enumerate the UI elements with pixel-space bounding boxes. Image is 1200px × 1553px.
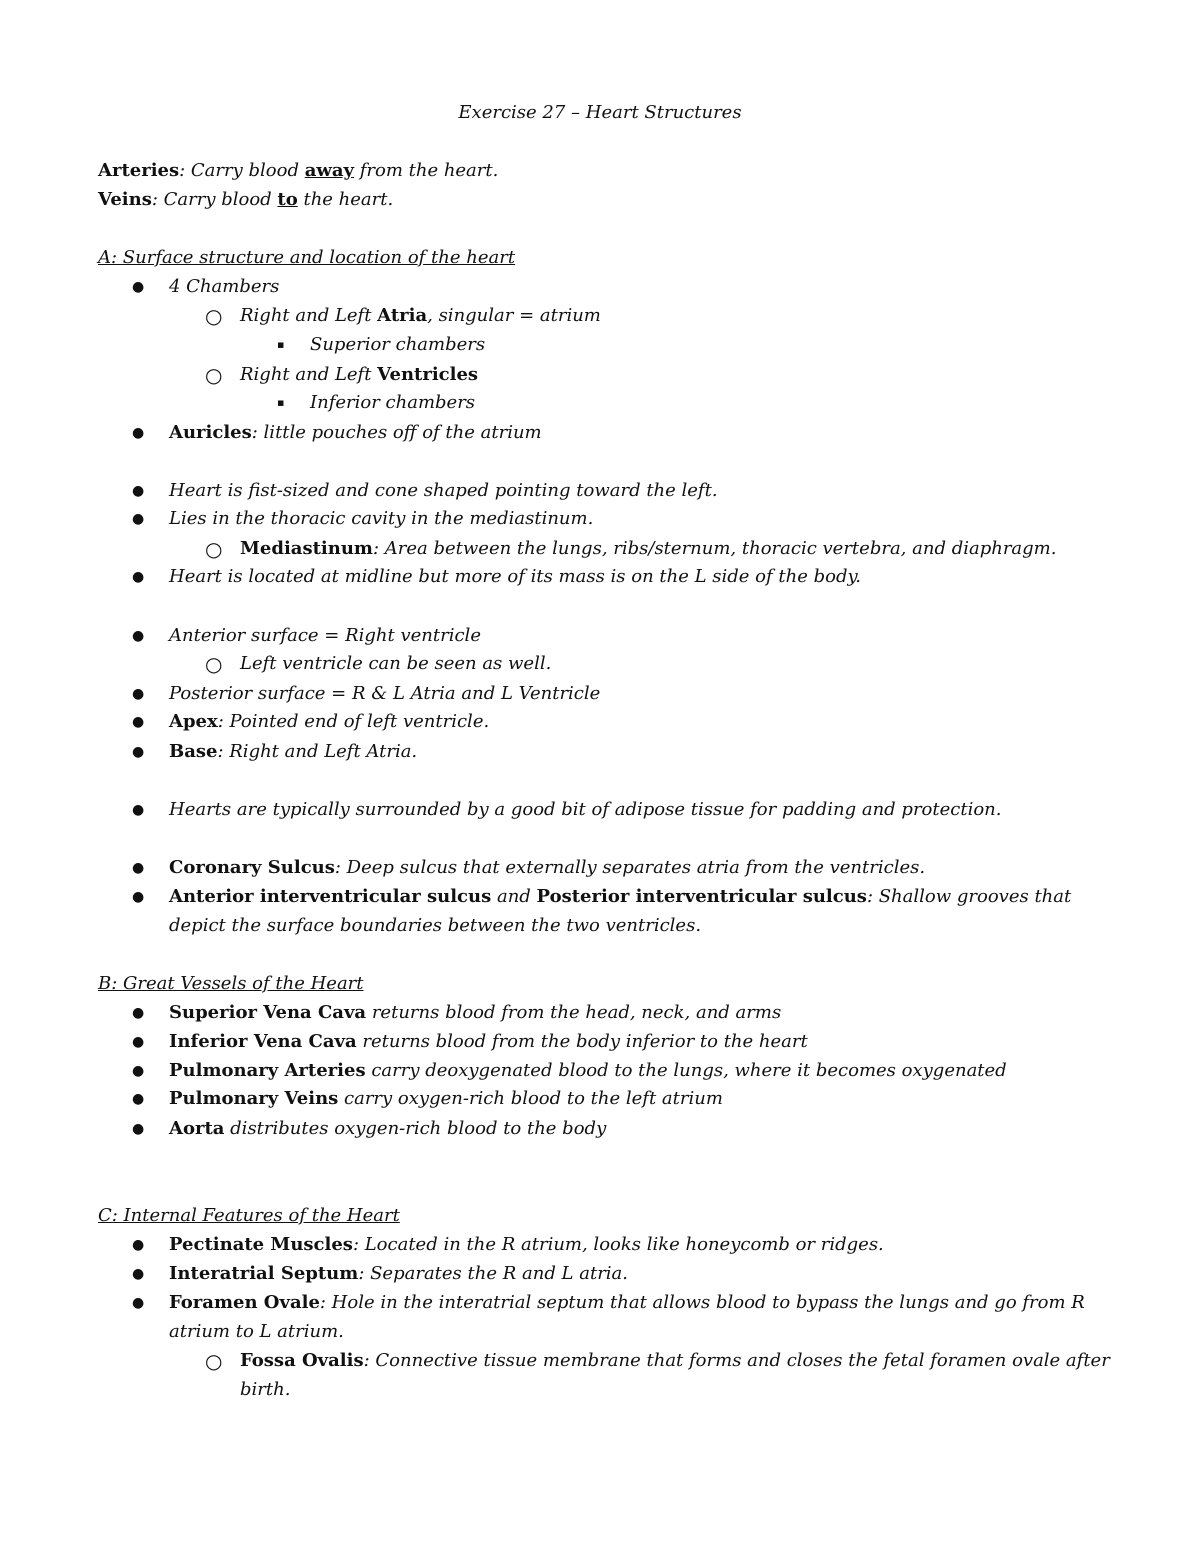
list-item	[240, 305, 601, 327]
emphasis: away	[304, 160, 354, 181]
bullet-marker: ●	[132, 425, 145, 441]
term: Aorta	[169, 1118, 225, 1139]
term: Ventricles	[377, 364, 479, 385]
definition-veins	[98, 189, 393, 211]
list-item: 4 Chambers	[169, 276, 280, 297]
item-text: , singular = atrium	[427, 305, 601, 326]
bullet-marker: ●	[132, 1266, 145, 1282]
list-item: Anterior surface = Right ventricle	[169, 625, 481, 646]
bullet-marker: ●	[132, 802, 145, 818]
list-item	[169, 1088, 723, 1110]
item-text: : Located in the R atrium, looks like honeycomb or ridges.	[352, 1234, 884, 1255]
term: Anterior interventricular sulcus	[169, 886, 492, 907]
term: Pectinate Muscles	[169, 1234, 353, 1255]
term: Inferior Vena Cava	[169, 1031, 357, 1052]
section-heading-c: C: Internal Features of the Heart	[98, 1205, 400, 1226]
list-item: Lies in the thoracic cavity in the mediastinum.	[169, 508, 594, 529]
square-marker: ▪	[277, 338, 285, 351]
square-marker: ▪	[277, 396, 285, 409]
term: Foramen Ovale	[169, 1292, 320, 1313]
definition-text: : Carry blood	[179, 160, 305, 181]
bullet-marker: ●	[132, 860, 145, 876]
list-item: Superior chambers	[310, 334, 486, 355]
circle-marker: ○	[205, 363, 223, 387]
list-item	[169, 886, 1071, 908]
list-item	[240, 364, 478, 386]
list-item	[169, 711, 489, 733]
list-item	[169, 1002, 781, 1024]
item-text: : little pouches off of the atrium	[251, 422, 542, 443]
bullet-marker: ●	[132, 1295, 145, 1311]
term: Fossa Ovalis	[240, 1350, 364, 1371]
item-text: : Area between the lungs, ribs/sternum, thoracic vertebra, and diaphragm.	[372, 538, 1057, 559]
bullet-marker: ●	[132, 744, 145, 760]
item-text: : Hole in the interatrial septum that allows blood to bypass the lungs and go from R	[319, 1292, 1085, 1313]
term: Auricles	[169, 422, 252, 443]
bullet-marker: ●	[132, 511, 145, 527]
item-text: Right and Left	[240, 364, 378, 385]
item-text: Right and Left	[240, 305, 378, 326]
item-text: and	[491, 886, 537, 907]
term: Veins	[98, 189, 152, 210]
bullet-marker: ●	[132, 279, 145, 295]
bullet-marker: ●	[132, 889, 145, 905]
bullet-marker: ●	[132, 1237, 145, 1253]
circle-marker: ○	[205, 1349, 223, 1373]
definition-text: the heart.	[297, 189, 394, 210]
list-item: Left ventricle can be seen as well.	[240, 653, 552, 674]
bullet-marker: ●	[132, 628, 145, 644]
list-item	[169, 1118, 606, 1140]
list-item	[169, 422, 542, 444]
term: Coronary Sulcus	[169, 857, 335, 878]
circle-marker: ○	[205, 304, 223, 328]
item-text: returns blood from the body inferior to the heart	[356, 1031, 808, 1052]
list-item: Posterior surface = R & L Atria and L Ventricle	[169, 683, 601, 704]
term: Arteries	[98, 160, 180, 181]
list-item: Hearts are typically surrounded by a good bit of adipose tissue for padding and protection.	[169, 799, 1002, 820]
item-text: : Pointed end of left ventricle.	[217, 711, 490, 732]
bullet-marker: ●	[132, 1063, 145, 1079]
list-item	[169, 857, 925, 879]
list-item	[169, 1263, 628, 1285]
item-text: distributes oxygen-rich blood to the body	[224, 1118, 607, 1139]
item-text: carry deoxygenated blood to the lungs, where it becomes oxygenated	[365, 1060, 1007, 1081]
list-item	[240, 538, 1056, 560]
list-item: Inferior chambers	[310, 392, 476, 413]
item-text: : Right and Left Atria.	[217, 741, 418, 762]
bullet-marker: ●	[132, 1034, 145, 1050]
term: Pulmonary Veins	[169, 1088, 339, 1109]
list-item	[169, 1031, 808, 1053]
emphasis: to	[277, 189, 298, 210]
item-text: : Separates the R and L atria.	[358, 1263, 629, 1284]
term: Base	[169, 741, 218, 762]
list-item	[169, 1234, 884, 1256]
term: Interatrial Septum	[169, 1263, 359, 1284]
bullet-marker: ●	[132, 1091, 145, 1107]
term: Pulmonary Arteries	[169, 1060, 366, 1081]
item-text: returns blood from the head, neck, and arms	[366, 1002, 782, 1023]
circle-marker: ○	[205, 537, 223, 561]
list-item-continuation: depict the surface boundaries between the two ventricles.	[169, 915, 702, 936]
item-text: : Connective tissue membrane that forms and closes the fetal foramen ovale after	[363, 1350, 1110, 1371]
bullet-marker: ●	[132, 1121, 145, 1137]
list-item	[169, 1292, 1085, 1314]
list-item	[169, 741, 417, 763]
term: Mediastinum	[240, 538, 373, 559]
section-heading-a: A: Surface structure and location of the heart	[98, 247, 516, 268]
definition-arteries	[98, 160, 498, 182]
bullet-marker: ●	[132, 714, 145, 730]
definition-text: : Carry blood	[151, 189, 278, 210]
list-item	[169, 1060, 1007, 1082]
item-text: : Deep sulcus that externally separates atria from the ventricles.	[334, 857, 926, 878]
list-item: Heart is located at midline but more of its mass is on the L side of the body.	[169, 566, 861, 587]
bullet-marker: ●	[132, 1005, 145, 1021]
list-item	[240, 1350, 1110, 1372]
term: Apex	[169, 711, 218, 732]
item-text: : Shallow grooves that	[866, 886, 1072, 907]
term: Superior Vena Cava	[169, 1002, 367, 1023]
list-item-continuation: birth.	[240, 1379, 291, 1400]
circle-marker: ○	[205, 652, 223, 676]
document-title: Exercise 27 – Heart Structures	[458, 102, 742, 123]
bullet-marker: ●	[132, 686, 145, 702]
term: Posterior interventricular sulcus	[536, 886, 867, 907]
list-item-continuation: atrium to L atrium.	[169, 1321, 344, 1342]
bullet-marker: ●	[132, 483, 145, 499]
term: Atria	[377, 305, 428, 326]
bullet-marker: ●	[132, 569, 145, 585]
section-heading-b: B: Great Vessels of the Heart	[98, 973, 364, 994]
definition-text: from the heart.	[354, 160, 499, 181]
item-text: carry oxygen-rich blood to the left atrium	[338, 1088, 723, 1109]
list-item: Heart is fist-sized and cone shaped pointing toward the left.	[169, 480, 718, 501]
